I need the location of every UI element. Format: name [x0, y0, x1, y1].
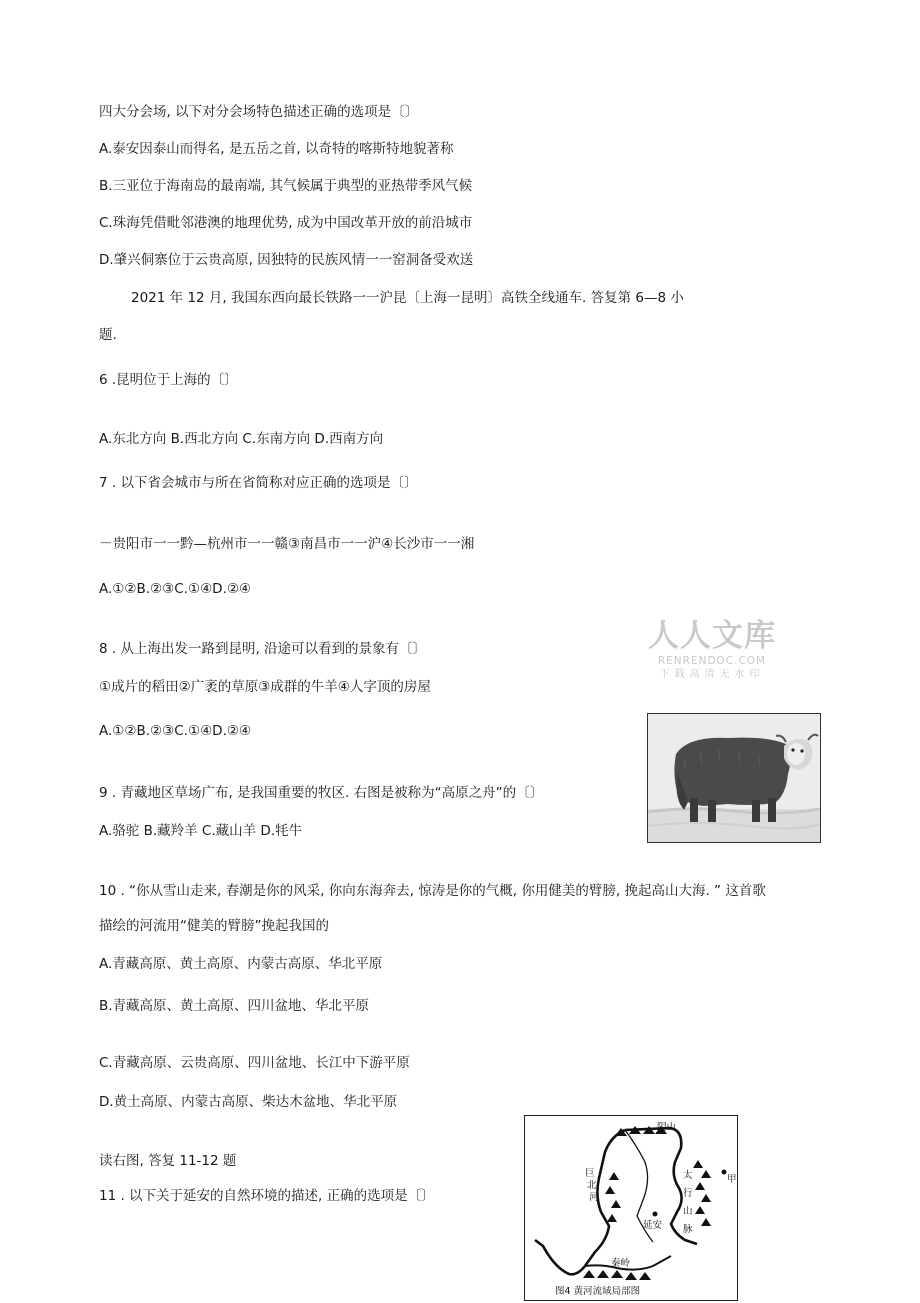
- watermark-title: 人人文库: [648, 618, 776, 654]
- label-yanan: 延安: [643, 1220, 663, 1231]
- map-illustration: [525, 1116, 736, 1299]
- map-caption: 图4 黄河流域局部图: [555, 1286, 641, 1297]
- passage-intro: 2021 年 12 月, 我国东西向最长铁路一一沪昆〔上海一昆明〕高铁全线通车. 答复第 6—8 小: [131, 290, 684, 306]
- watermark-slogan: 下载高清无水印: [659, 669, 765, 680]
- question-11: 11 . 以下关于延安的自然环境的描述, 正确的选项是〔〕: [99, 1188, 435, 1204]
- label-yinshan: 阴山: [657, 1122, 677, 1133]
- label-river-3: 河: [589, 1192, 599, 1203]
- watermark: [647, 618, 777, 682]
- question-8: 8 . 从上海出发一路到昆明, 沿途可以看到的景象有〔〕: [99, 641, 427, 657]
- question-9-options: A.骆驼 B.藏羚羊 C.藏山羊 D.牦牛: [99, 823, 303, 839]
- question-7-options: A.①②B.②③C.①④D.②④: [99, 581, 252, 597]
- question-9: 9 . 青藏地区草场广布, 是我国重要的牧区. 右图是被称为“高原之舟”的〔〕: [99, 785, 544, 801]
- label-taihang-3: 山: [683, 1206, 693, 1217]
- question-10-option-a: A.青藏高原、黄土高原、内蒙古高原、华北平原: [99, 956, 383, 972]
- question-10-option-d: D.黄土高原、内蒙古高原、柴达木盆地、华北平原: [99, 1094, 398, 1110]
- question-7: 7 . 以下省会城市与所在省简称对应正确的选项是〔〕: [99, 475, 418, 491]
- question-6: 6 .昆明位于上海的〔〕: [99, 372, 238, 388]
- option-c: C.珠海凭借毗邻港澳的地理优势, 成为中国改革开放的前沿城市: [99, 215, 473, 231]
- option-b: B.三亚位于海南岛的最南端, 其气候属于典型的亚热带季风气候: [99, 178, 473, 194]
- question-7-statements: －贵阳市一一黔—杭州市一一赣③南昌市一一沪④长沙市一一湘: [99, 536, 475, 552]
- question-8-statements: ①成片的稻田②广袤的草原③成群的牛羊④人字顶的房屋: [99, 679, 431, 695]
- passage-intro-cont: 题.: [99, 327, 117, 343]
- yellow-river-map: [524, 1115, 738, 1301]
- question-10-option-b: B.青藏高原、黄土高原、四川盆地、华北平原: [99, 998, 370, 1014]
- map-instruction: 读右图, 答复 11-12 题: [99, 1153, 237, 1169]
- question-10-option-c: C.青藏高原、云贵高原、四川盆地、长江中下游平原: [99, 1055, 410, 1071]
- label-river-2: 北: [587, 1180, 597, 1191]
- question-10: 10 . “你从雪山走来, 春潮是你的风采, 你向东海奔去, 惊涛是你的气概, 你用健美的臂膀, 挽起高山大海. ” 这首歌: [99, 883, 766, 899]
- label-taihang-1: 太: [683, 1170, 693, 1181]
- option-d: D.肇兴侗寨位于云贵高原, 因独特的民族风情一一窑洞备受欢送: [99, 252, 474, 268]
- question-6-options: A.东北方向 B.西北方向 C.东南方向 D.西南方向: [99, 431, 384, 447]
- label-jia: 甲: [727, 1174, 736, 1185]
- question-8-options: A.①②B.②③C.①④D.②④: [99, 723, 252, 739]
- option-a: A.泰安因泰山而得名, 是五岳之首, 以奇特的喀斯特地貌著称: [99, 141, 454, 157]
- label-taihang-4: 脉: [683, 1224, 693, 1235]
- text-line: 四大分会场, 以下对分会场特色描述正确的选项是〔〕: [99, 104, 419, 120]
- yak-photo: [647, 713, 821, 843]
- label-qinling: 秦岭: [611, 1258, 631, 1269]
- yak-illustration: [648, 714, 820, 842]
- watermark-domain: RENRENDOC.COM: [657, 655, 767, 667]
- label-river-1: 巨: [585, 1168, 595, 1179]
- question-10-cont: 描绘的河流用“健美的臂膀”挽起我国的: [99, 918, 329, 934]
- label-taihang-2: 行: [683, 1188, 693, 1199]
